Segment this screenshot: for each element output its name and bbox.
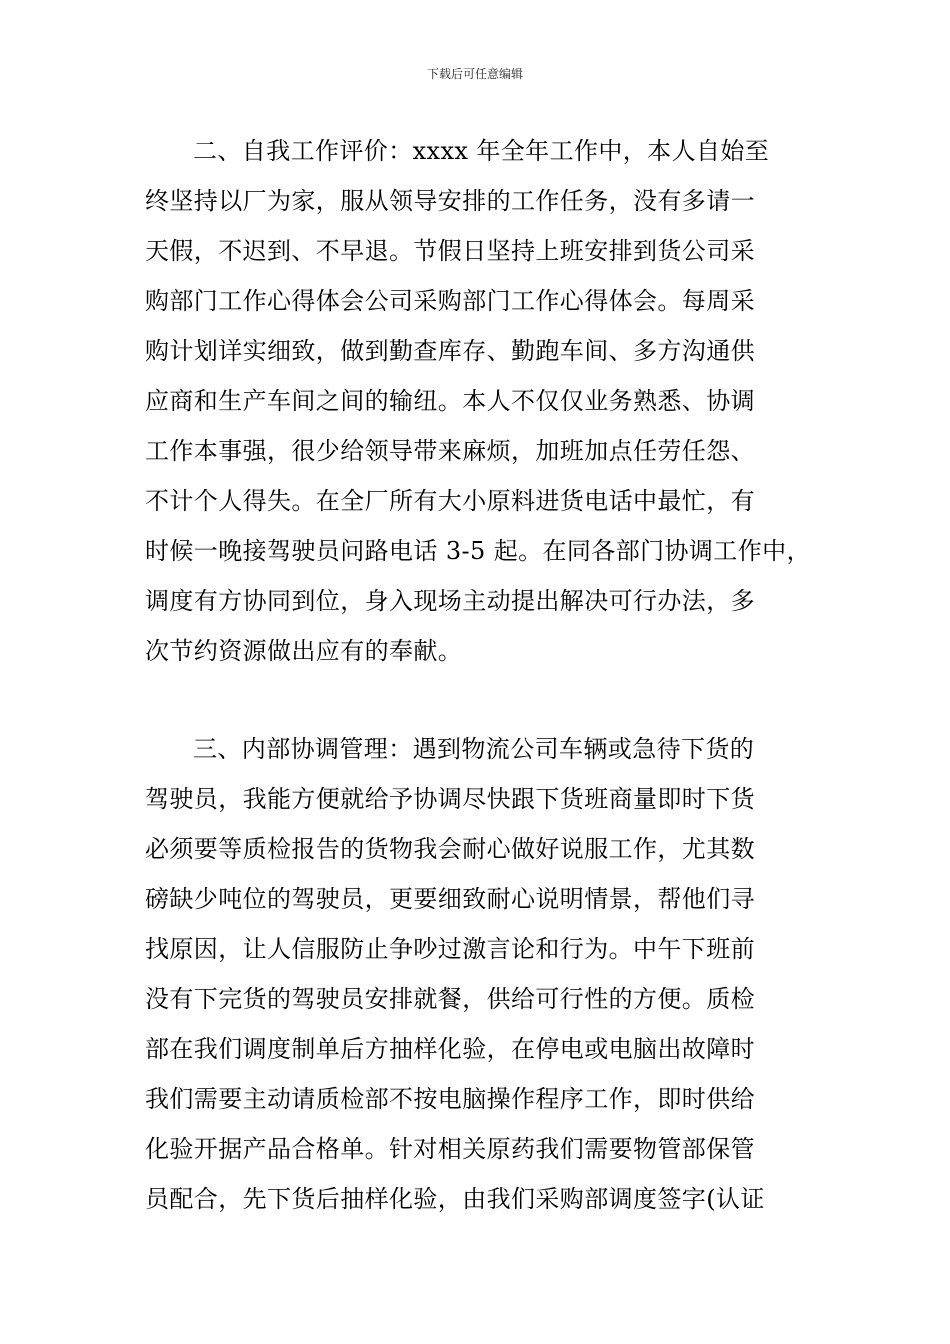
text-line: 终坚持以厂为家，服从领导安排的工作任务，没有多请一 (145, 187, 755, 215)
text-line: 次节约资源做出应有的奉献。 (145, 637, 463, 665)
text-line: 部在我们调度制单后方抽样化验，在停电或电脑出故障时 (145, 1035, 755, 1063)
text-line: 天假，不迟到、不早退。节假日坚持上班安排到货公司采 (145, 237, 755, 265)
text-line: 驾驶员，我能方便就给予协调尽快跟下货班商量即时下货 (145, 785, 755, 813)
text-line: 找原因，让人信服防止争吵过激言论和行为。中午下班前 (145, 935, 755, 963)
text-line: 二、自我工作评价：xxxx 年全年工作中，本人自始至 (193, 137, 770, 165)
text-line: 不计个人得失。在全厂所有大小原料进货电话中最忙，有 (145, 487, 755, 515)
paragraph-internal-coordination (145, 724, 805, 1224)
text-line: 调度有方协同到位，身入现场主动提出解决可行办法，多 (145, 587, 755, 615)
text-line: 三、内部协调管理：遇到物流公司车辆或急待下货的 (193, 735, 755, 763)
text-line: 员配合，先下货后抽样化验，由我们采购部调度签字(认证 (145, 1185, 765, 1213)
text-line: 购计划详实细致，做到勤查库存、勤跑车间、多方沟通供 (145, 337, 755, 365)
text-line: 化验开据产品合格单。针对相关原药我们需要物管部保管 (145, 1135, 755, 1163)
text-line: 磅缺少吨位的驾驶员，更要细致耐心说明情景，帮他们寻 (145, 885, 755, 913)
paragraph-self-evaluation (145, 126, 811, 676)
text-line: 没有下完货的驾驶员安排就餐，供给可行性的方便。质检 (145, 985, 755, 1013)
text-line: 我们需要主动请质检部不按电脑操作程序工作，即时供给 (145, 1085, 755, 1113)
page-header-note: 下载后可任意编辑 (426, 67, 523, 81)
text-line: 必须要等质检报告的货物我会耐心做好说服工作，尤其数 (145, 835, 755, 863)
text-line: 应商和生产车间之间的输纽。本人不仅仅业务熟悉、协调 (145, 387, 755, 415)
text-line: 购部门工作心得体会公司采购部门工作心得体会。每周采 (145, 287, 755, 315)
text-line: 工作本事强，很少给领导带来麻烦，加班加点任劳任怨、 (145, 437, 755, 465)
text-line: 时候一晚接驾驶员问路电话 3-5 起。在同各部门协调工作中， (145, 537, 811, 565)
